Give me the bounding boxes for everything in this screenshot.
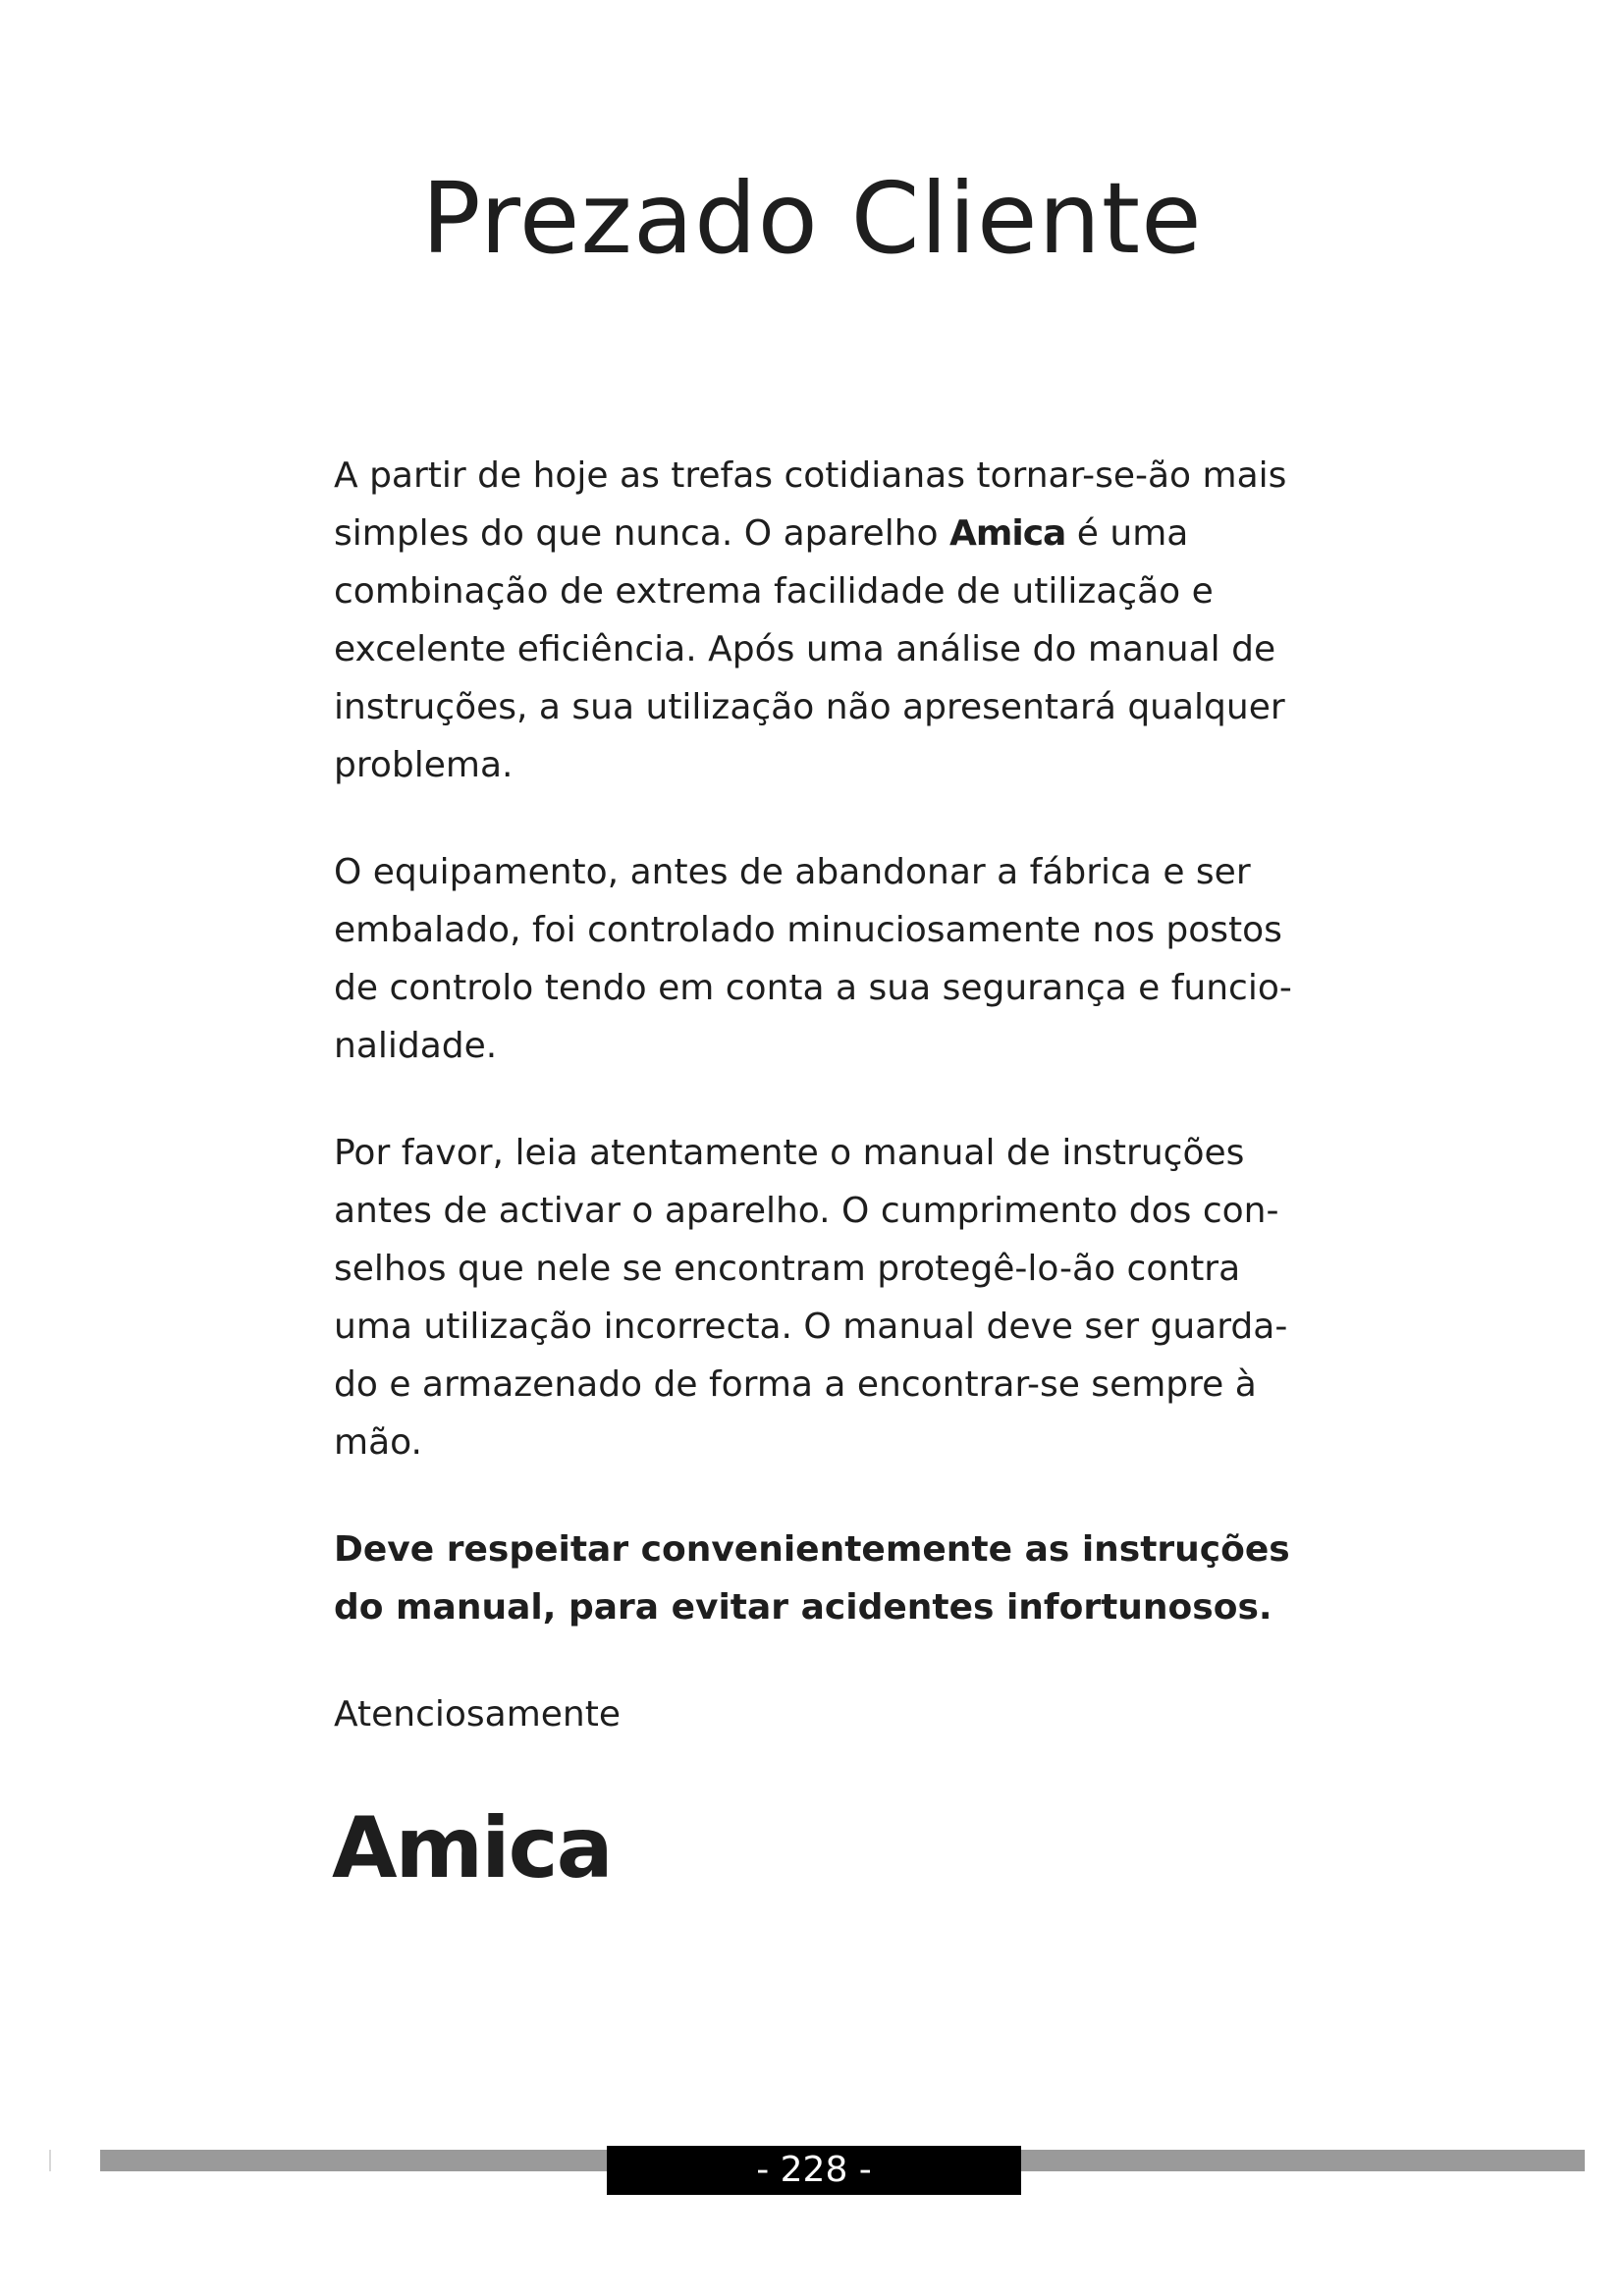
intro-text-start: A partir de hoje as trefas cotidianas tornar-se-ão mais simples do que nunca. O aparelho <box>334 455 1287 554</box>
margin-mark <box>49 2150 51 2171</box>
letter-body <box>334 447 1306 1743</box>
intro-text-end: é uma combinação de extrema facilidade de utilização e excelente eficiência. Após uma análise do manual de instruções, a sua utilização não apresentará qualquer problema. <box>334 513 1285 785</box>
intro-paragraph <box>334 447 1306 794</box>
inline-brand-logo: Amica <box>949 513 1066 554</box>
page-title: Prezado Cliente <box>421 161 1203 276</box>
quality-paragraph: O equipamento, antes de abandonar a fábrica e ser embalado, foi controlado minuciosamente nos postos de controlo tendo em conta a sua segurança e funcionalidade. <box>334 852 1292 1066</box>
closing-salutation: Atenciosamente <box>334 1694 622 1735</box>
page-number: - 228 - <box>607 2146 1021 2195</box>
brand-logo: Amica <box>332 1799 612 1897</box>
instructions-paragraph: Por favor, leia atentamente o manual de instruções antes de activar o aparelho. O cumprimento dos conselhos que nele se encontram protegê-lo-ão contra uma utilização incorrecta. O manual deve ser guardado e armazenado de forma a encontrar-se sempre à mão. <box>334 1133 1288 1463</box>
warning-paragraph: Deve respeitar convenientemente as instruções do manual, para evitar acidentes infortunosos. <box>334 1529 1290 1628</box>
